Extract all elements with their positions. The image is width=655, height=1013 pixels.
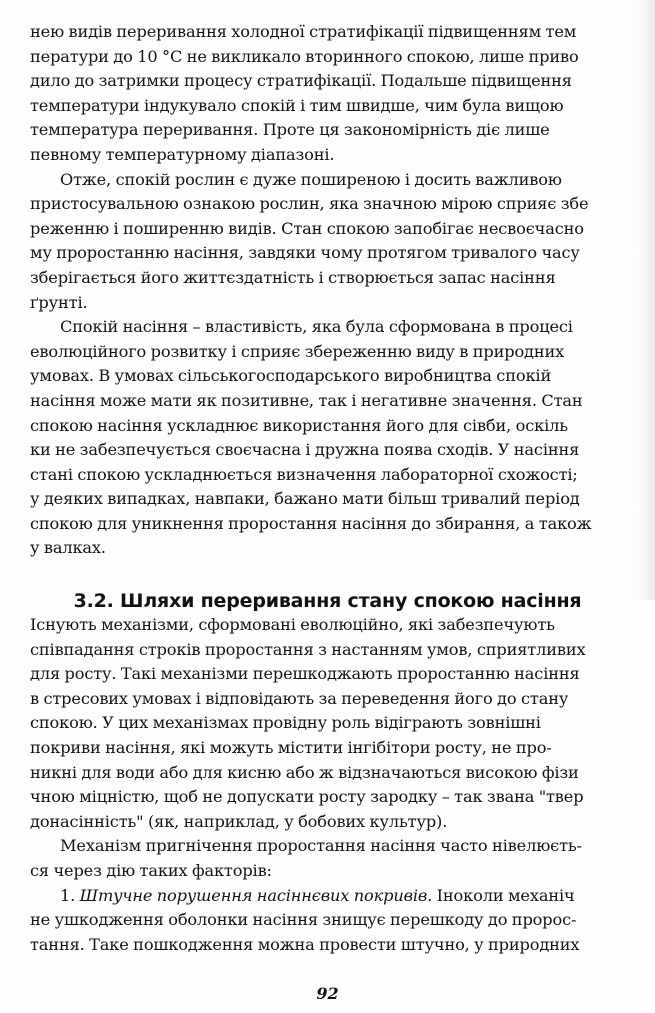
text-line: му проростанню насіння, завдяки чому протягом тривалого часу xyxy=(30,243,580,263)
section-heading: 3.2. Шляхи переривання стану спокою насіння xyxy=(73,590,582,612)
italic-lead: Штучне порушення насіннєвих покривів. xyxy=(79,885,433,905)
text-line: дило до затримки процесу стратифікації. Подальше підвищення xyxy=(30,71,572,91)
text-line: покриви насіння, які можуть містити інгібітори росту, не про- xyxy=(30,737,552,757)
text-line: чною міцністю, щоб не допускати росту зародку – так звана "твер xyxy=(30,787,584,807)
text-line: ки не забезпечується своєчасна і дружна поява сходів. У насіння xyxy=(30,440,580,460)
text-line: ґрунті. xyxy=(30,292,88,312)
paragraph-4 xyxy=(30,613,638,834)
text-line: никні для води або для кисню або ж відзначаються високою фізи xyxy=(30,762,579,782)
text-line: насіння може мати як позитивне, так і негативне значення. Стан xyxy=(30,390,583,410)
text-line: ператури до 10 °С не викликало вторинного спокою, лише приво xyxy=(30,46,579,66)
text-run: Іноколи механіч xyxy=(436,885,575,905)
text-line: не ушкодження оболонки насіння знищує перешкоду до пророс- xyxy=(30,910,577,930)
text-block-upper xyxy=(30,20,638,561)
paragraph-5 xyxy=(30,834,638,883)
paragraph-3 xyxy=(30,315,638,561)
paragraph-1 xyxy=(30,20,638,168)
text-line: для росту. Такі механізми перешкоджають проростанню насіння xyxy=(30,664,580,684)
text-line: нею видів переривання холодної стратифікації підвищенням тем xyxy=(30,22,577,41)
text-line: реженню і поширенню видів. Стан спокою запобігає несвоєчасно xyxy=(30,218,584,238)
text-line: ся через дію таких факторів: xyxy=(30,860,272,880)
text-line: в стресових умовах і відповідають за переведення його до стану xyxy=(30,688,569,708)
text-line: спокою для уникнення проростання насіння до збирання, а також xyxy=(30,513,592,533)
text-line: у валках. xyxy=(30,538,106,558)
text-block-lower xyxy=(30,613,638,957)
text-line: тання. Таке пошкодження можна провести штучно, у природних xyxy=(30,934,580,954)
text-line: Існують механізми, сформовані еволюційно, які забезпечують xyxy=(30,615,555,634)
list-number: 1. xyxy=(60,885,76,905)
text-line: у деяких випадках, навпаки, бажано мати більш тривалий період xyxy=(30,489,580,509)
paragraph-6 xyxy=(30,884,638,958)
text-line: стані спокою ускладнюється визначення лабораторної схожості; xyxy=(30,464,578,484)
text-line: Спокій насіння – властивість, яка була сформована в процесі xyxy=(60,317,573,337)
text-line: температура переривання. Проте ця закономірність діє лише xyxy=(30,120,550,140)
text-line: спокою. У цих механізмах провідну роль відіграють зовнішні xyxy=(30,713,541,733)
text-line: спокою насіння ускладнює використання його для сівби, оскіль xyxy=(30,415,568,435)
text-line: зберігається його життєздатність і створюється запас насіння xyxy=(30,267,556,287)
paragraph-2 xyxy=(30,168,638,316)
text-line: Отже, спокій рослин є дуже поширеною і досить важливою xyxy=(60,169,562,189)
text-line: пристосувальною ознакою рослин, яка значною мірою сприяє збе xyxy=(30,194,589,214)
text-line: донасінність" (як, наприклад, у бобових культур). xyxy=(30,811,448,831)
page-number: 92 xyxy=(316,984,339,1003)
list-item-first-line xyxy=(30,884,638,909)
text-line: співпадання строків проростання з настанням умов, сприятливих xyxy=(30,639,586,659)
text-line: умовах. В умовах сільськогосподарського виробництва спокій xyxy=(30,366,552,386)
text-line: Механізм пригнічення проростання насіння часто нівелюєть- xyxy=(60,836,582,856)
page-edge-shadow xyxy=(637,0,655,600)
text-line: еволюційного розвитку і сприяє збереженню виду в природних xyxy=(30,341,565,361)
text-line: певному температурному діапазоні. xyxy=(30,144,335,164)
text-line: температури індукувало спокій і тим швидше, чим була вищою xyxy=(30,95,564,115)
